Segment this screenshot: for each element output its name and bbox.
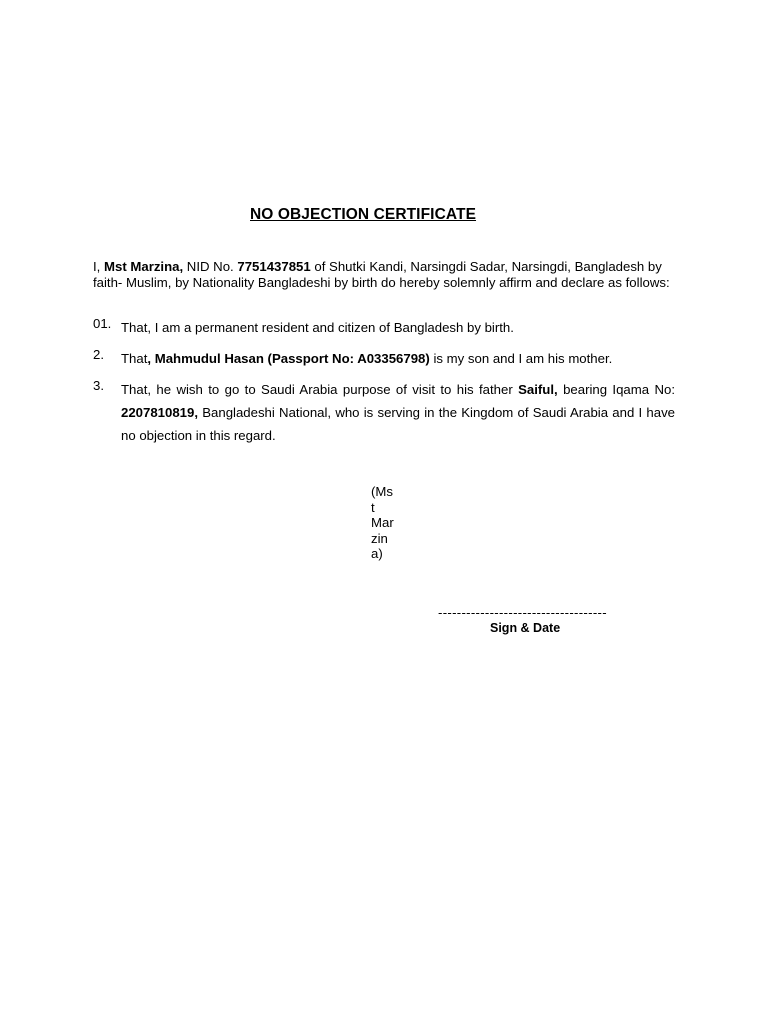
signatory-name-line: zin bbox=[371, 530, 388, 546]
item-text bbox=[121, 316, 675, 339]
signatory-name-line: t bbox=[371, 499, 375, 515]
item-number: 3. bbox=[93, 378, 104, 393]
son-name-passport: , Mahmudul Hasan (Passport No: A03356798) bbox=[147, 351, 430, 366]
intro-paragraph bbox=[93, 259, 675, 290]
signatory-name-line: Mar bbox=[371, 515, 394, 530]
item-text bbox=[121, 347, 675, 370]
declaration-item-1 bbox=[93, 316, 675, 339]
sign-date-label: Sign & Date bbox=[490, 621, 561, 635]
item-text bbox=[121, 378, 675, 447]
intro-text-2: NID No. bbox=[183, 259, 238, 274]
document-title: NO OBJECTION CERTIFICATE bbox=[250, 206, 477, 223]
iqama-number: 2207810819, bbox=[121, 405, 199, 420]
declarant-name: Mst Marzina, bbox=[104, 259, 184, 274]
intro-text-3: of Shutki Kandi, Narsingdi Sadar, Narsingdi, Bangladesh by faith- Muslim, by Nationality Bangladeshi by birth do hereby solemnly affirm and declare as follows: bbox=[93, 259, 670, 290]
item-2-text-2: is my son and I am his mother. bbox=[429, 351, 613, 366]
nid-number: 7751437851 bbox=[237, 259, 311, 274]
signatory-name-line: a) bbox=[371, 546, 383, 561]
father-name: Saiful, bbox=[518, 382, 558, 397]
item-number: 2. bbox=[93, 347, 104, 362]
item-3-text-1: That, he wish to go to Saudi Arabia purpose of visit to his father bbox=[121, 382, 519, 397]
item-3-text-2: bearing Iqama No: bbox=[557, 382, 675, 397]
signature-line: ------------------------------------ bbox=[438, 605, 607, 620]
item-number: 01. bbox=[93, 316, 112, 331]
item-3-text-3: Bangladeshi National, who is serving in the Kingdom of Saudi Arabia and I have no objection in this regard. bbox=[121, 405, 675, 443]
intro-text-1: I, bbox=[93, 259, 104, 274]
item-1-text: That, I am a permanent resident and citizen of Bangladesh by birth. bbox=[121, 320, 514, 335]
declaration-item-2 bbox=[93, 347, 675, 370]
signatory-name-line: (Ms bbox=[371, 484, 393, 499]
declaration-item-3 bbox=[93, 378, 675, 447]
signatory-name bbox=[371, 484, 401, 562]
item-2-text-1: That bbox=[121, 351, 148, 366]
